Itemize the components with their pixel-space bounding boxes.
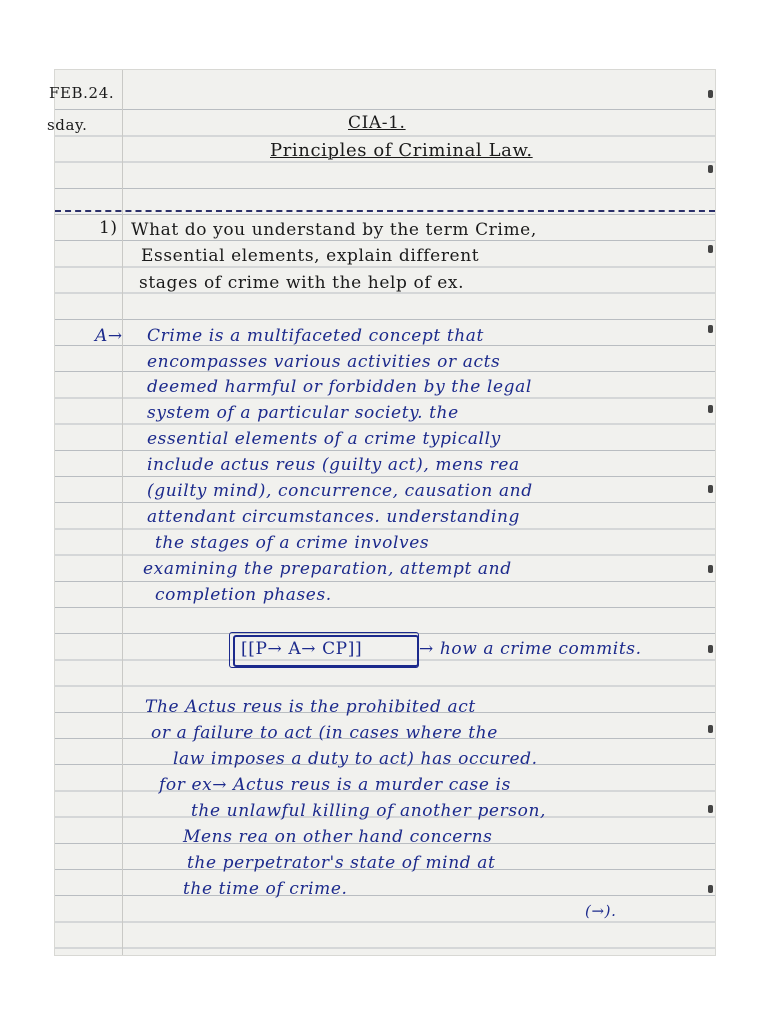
answer-line: for ex→ Actus reus is a murder case is [159, 775, 511, 795]
binding-hole [708, 645, 713, 653]
binding-hole [708, 325, 713, 333]
day-label: sday. [47, 116, 88, 134]
continued-marker: (→). [585, 902, 617, 920]
answer-line: the time of crime. [183, 879, 348, 899]
question-number: 1) [99, 218, 118, 238]
answer-line: the perpetrator's state of mind at [187, 853, 496, 873]
question-line: stages of crime with the help of ex. [139, 273, 465, 293]
binding-hole [708, 565, 713, 573]
binding-hole [708, 245, 713, 253]
page-title: Principles of Criminal Law. [270, 140, 533, 161]
answer-line: system of a particular society. the [147, 403, 459, 423]
answer-marker: A→ [95, 326, 123, 346]
answer-line: or a failure to act (in cases where the [151, 723, 498, 743]
answer-line: law imposes a duty to act) has occured. [173, 749, 538, 769]
margin-line [122, 70, 123, 955]
binding-hole [708, 805, 713, 813]
binding-hole [708, 405, 713, 413]
question-line: Essential elements, explain different [141, 246, 480, 266]
formula-note: → how a crime commits. [419, 639, 642, 659]
binding-hole [708, 885, 713, 893]
answer-line: encompasses various activities or acts [147, 352, 501, 372]
binding-hole [708, 725, 713, 733]
title-line-1: CIA-1. [348, 113, 406, 133]
question-line: What do you understand by the term Crime, [131, 220, 537, 240]
notebook-page [47, 70, 715, 955]
date-label: FEB.24. [49, 84, 115, 102]
answer-line: (guilty mind), concurrence, causation and [147, 481, 533, 501]
answer-line: completion phases. [155, 585, 332, 605]
binding-hole [708, 485, 713, 493]
answer-line: the unlawful killing of another person, [191, 801, 547, 821]
answer-line: include actus reus (guilty act), mens rea [147, 455, 520, 475]
answer-line: the stages of a crime involves [155, 533, 430, 553]
binding-hole [708, 165, 713, 173]
answer-line: examining the preparation, attempt and [143, 559, 512, 579]
answer-line: The Actus reus is the prohibited act [145, 697, 476, 717]
answer-line: Crime is a multifaceted concept that [147, 326, 484, 346]
formula-text: [[P→ A→ CP]] [241, 639, 363, 659]
answer-line: essential elements of a crime typically [147, 429, 501, 449]
section-divider [55, 210, 715, 212]
answer-line: deemed harmful or forbidden by the legal [147, 377, 532, 397]
answer-line: attendant circumstances. understanding [147, 507, 520, 527]
binding-hole [708, 90, 713, 98]
answer-line: Mens rea on other hand concerns [183, 827, 493, 847]
